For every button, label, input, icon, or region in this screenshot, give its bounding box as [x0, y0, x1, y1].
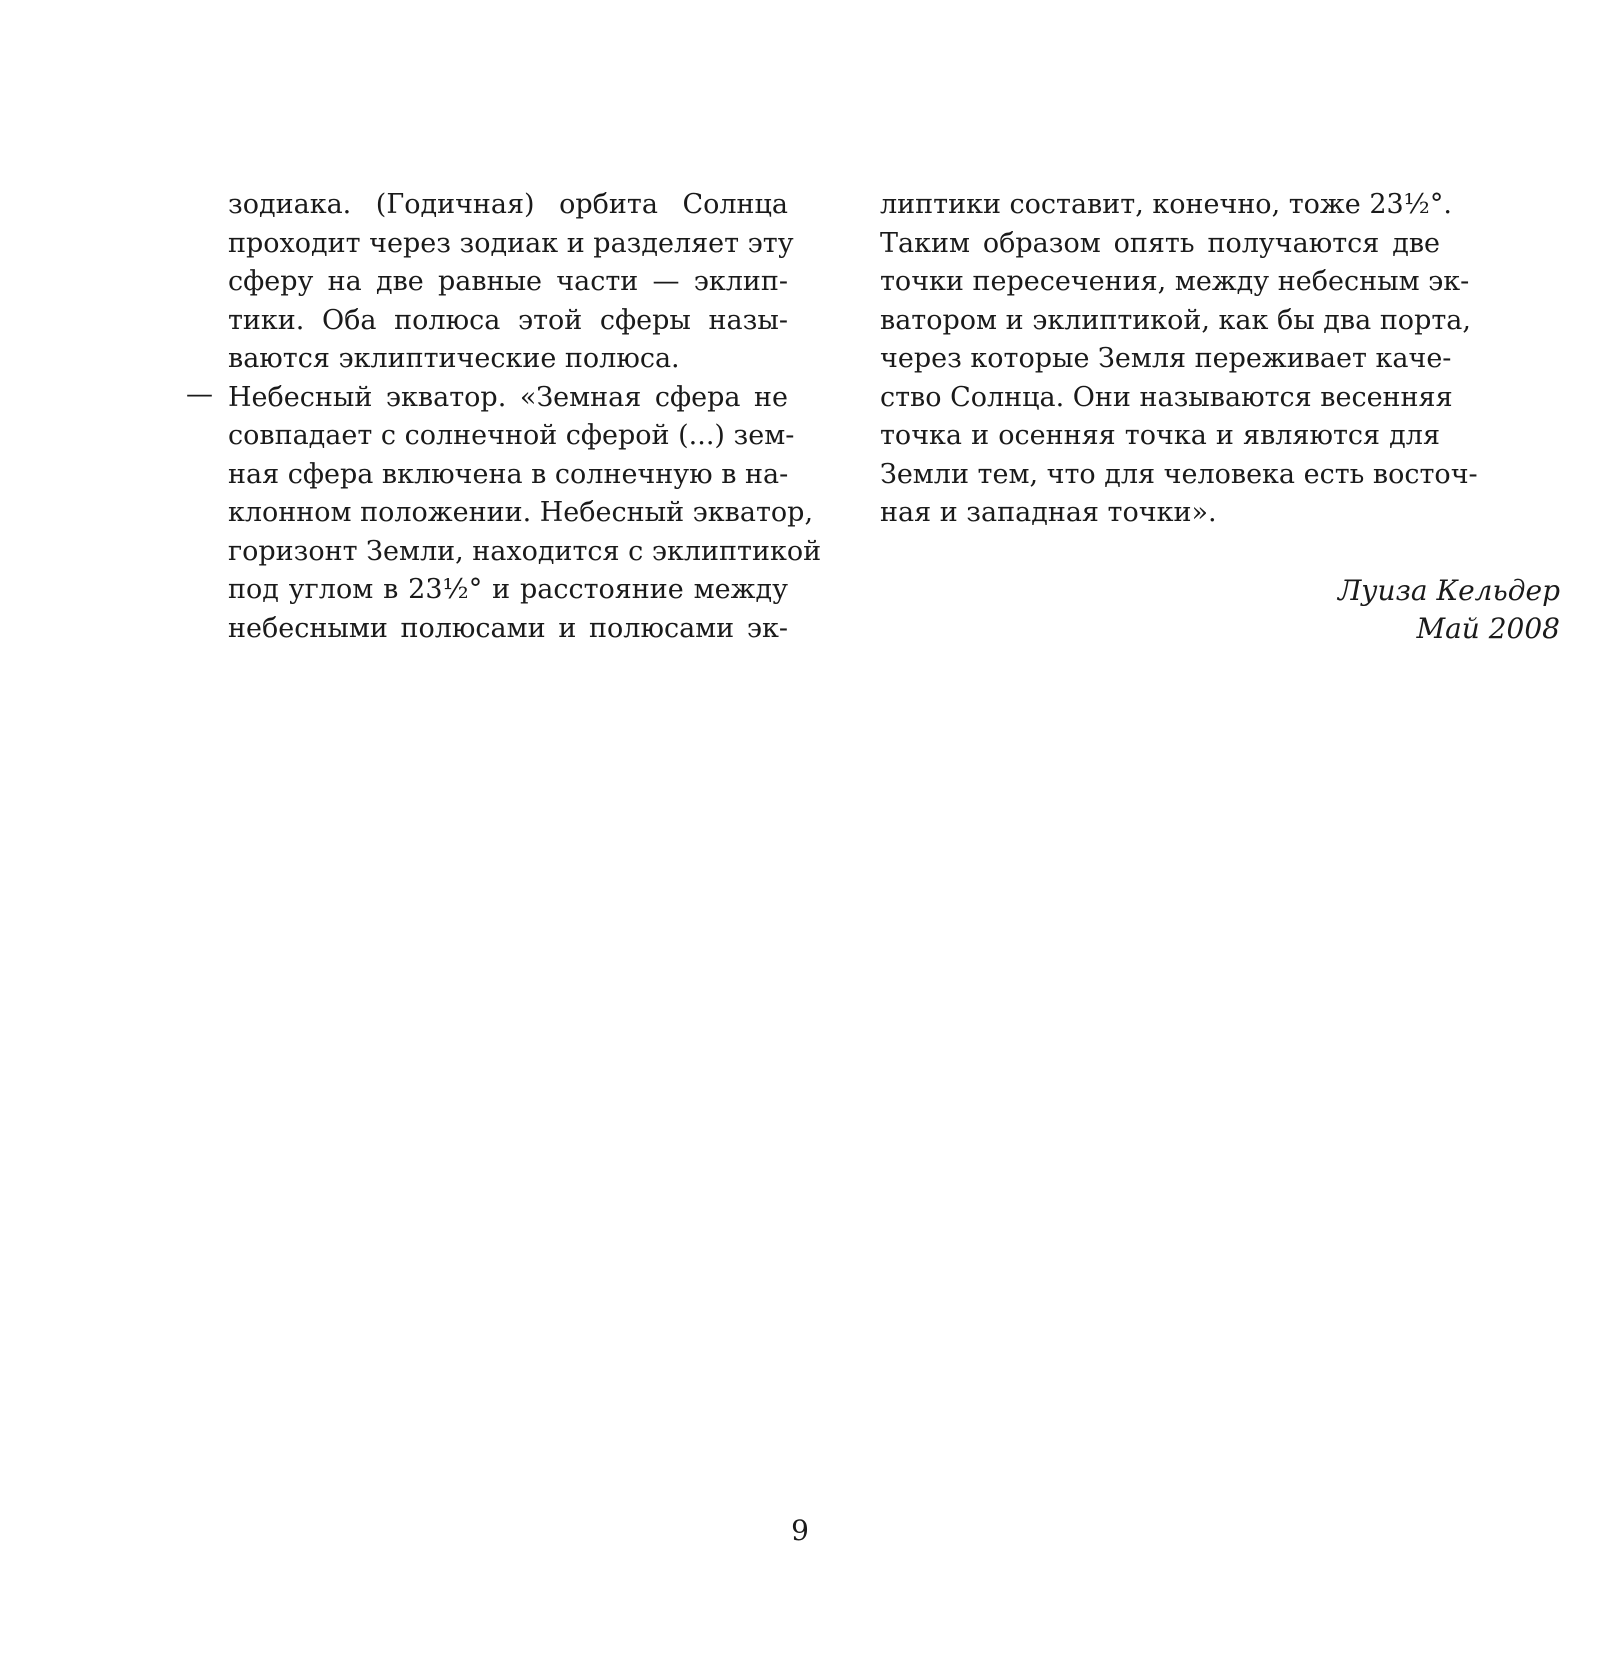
page-number: 9: [791, 1514, 809, 1547]
left-column: [186, 186, 822, 648]
signature-date: Май 2008: [1416, 612, 1560, 645]
text-line: липтики составит, конечно, тоже 23½°.: [880, 189, 1452, 220]
text-line: Таким образом опять получаются две: [880, 227, 1440, 259]
text-line: точка и осенняя точка и являются для: [880, 420, 1440, 451]
list-dash: —: [186, 378, 213, 410]
text-line: ваются эклиптические полюса.: [228, 343, 680, 374]
text-line: точки пересечения, между небесным эк-: [880, 266, 1470, 297]
text-line: тики. Оба полюса этой сферы назы-: [228, 304, 788, 336]
list-item-celestial-equator: [186, 378, 822, 649]
text-line: ство Солнца. Они называются весенняя: [880, 381, 1453, 413]
signature-author: Луиза Кельдер: [1337, 574, 1560, 607]
text-line: ватором и эклиптикой, как бы два порта,: [880, 304, 1471, 336]
text-line: сферу на две равные части — эклип-: [228, 266, 788, 297]
text-line: совпадает с солнечной сферой (...) зем-: [228, 420, 795, 451]
text-line: Небесный экватор. «Земная сфера не: [228, 381, 788, 413]
text-line: небесными полюсами и полюсами эк-: [228, 612, 788, 644]
signature: [1000, 572, 1560, 648]
text-line: зодиака. (Годичная) орбита Солнца: [228, 189, 788, 220]
text-line: Земли тем, что для человека есть восточ-: [880, 458, 1478, 490]
text-line: горизонт Земли, находится с эклиптикой: [228, 535, 822, 567]
text-line: ная и западная точки».: [880, 497, 1217, 528]
text-line: через которые Земля переживает каче-: [880, 343, 1452, 374]
text-line: под углом в 23½° и расстояние между: [228, 574, 788, 605]
text-line: проходит через зодиак и разделяет эту: [228, 227, 794, 259]
text-line: ная сфера включена в солнечную в на-: [228, 458, 789, 490]
text-line: клонном положении. Небесный экватор,: [228, 497, 814, 528]
right-column: [880, 186, 1478, 533]
